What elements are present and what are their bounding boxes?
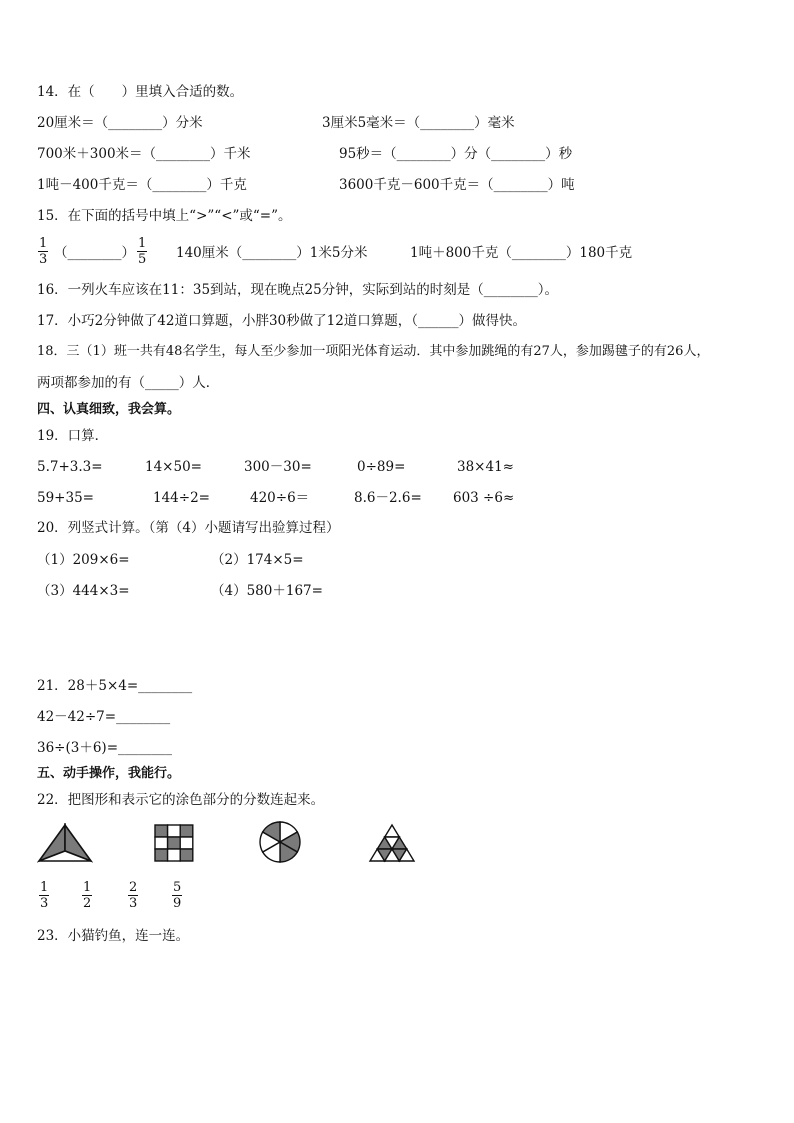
q20-problem-2: （2）174×5= [211,552,304,568]
q19-row2-item: 144÷2= [153,490,210,506]
q19-row1-item: 38×41≈ [457,459,514,475]
q19-row1-item: 14×50= [145,459,202,475]
q14-item-a: 20厘米＝（________）分米 [37,115,203,131]
fraction-denominator: 3 [40,896,49,911]
fraction-numerator: 1 [83,880,92,895]
q18-line-1: 18．三（1）班一共有48名学生，每人至少参加一项阳光体育运动．其中参加跳绳的有27人，参加踢毽子的有26人， [37,344,710,359]
q15-item-c: 1吨＋800千克（________）180千克 [410,245,633,261]
q21-line-c: 36÷(3＋6)=________ [37,740,173,756]
q19-title: 19．口算． [37,428,109,444]
q18-line-2: 两项都参加的有（_____）人． [37,375,220,391]
q21-line-a: 21．28＋5×4=________ [37,678,193,694]
q23-text: 23．小猫钓鱼，连一连。 [37,928,190,944]
q15-fraction-2 [137,236,147,267]
fraction-denominator: 3 [39,252,48,267]
q15-item-b: 140厘米（________）1米5分米 [176,245,368,261]
q19-row2-item: 59+35= [37,490,94,506]
q20-problem-1: （1）209×6= [37,552,130,568]
fraction-numerator: 1 [39,236,48,251]
fraction-numerator: 5 [173,880,182,895]
fraction-denominator: 2 [83,896,92,911]
fraction-denominator: 3 [129,896,138,911]
q20-problem-4: （4）580＋167= [211,583,323,599]
triangle-ninths-shape [367,823,417,863]
q14-title: 14．在（ ）里填入合适的数。 [37,84,244,100]
fraction-numerator: 1 [138,236,147,251]
q19-row2-item: 603 ÷6≈ [453,490,515,506]
q22-fraction-1 [39,880,49,911]
q19-row1-item: 0÷89= [357,459,406,475]
q14-item-d: 95秒＝（________）分（________）秒 [339,146,573,162]
q22-fraction-4 [172,880,182,911]
section-4-heading: 四、认真细致，我会算。 [37,402,181,417]
q15-title: 15．在下面的括号中填上“>”“<”或“=”。 [37,208,292,224]
fraction-numerator: 2 [129,880,138,895]
q14-item-c: 700米＋300米＝（________）千米 [37,146,251,162]
fraction-denominator: 9 [173,896,182,911]
q20-problem-3: （3）444×3= [37,583,130,599]
q14-item-f: 3600千克－600千克＝（________）吨 [339,177,575,193]
q15-fraction-1 [38,236,48,267]
triangle-thirds-shape [37,823,93,863]
q15-blank-1: （________） [54,245,135,261]
circle-sixths-shape [257,820,303,864]
q21-line-b: 42－42÷7=________ [37,709,171,725]
q14-item-e: 1吨－400千克＝（________）千克 [37,177,247,193]
grid-ninths-shape [153,823,195,863]
q22-title: 22．把图形和表示它的涂色部分的分数连起来。 [37,792,325,808]
q16-text: 16．一列火车应该在11：35到站，现在晚点25分钟，实际到站的时刻是（________）。 [37,282,558,298]
q22-fraction-2 [82,880,92,911]
q20-title: 20．列竖式计算。（第（4）小题请写出验算过程） [37,520,340,536]
fraction-numerator: 1 [40,880,49,895]
fraction-denominator: 5 [138,252,147,267]
q19-row2-item: 420÷6＝ [250,490,310,506]
section-5-heading: 五、动手操作，我能行。 [37,766,181,781]
q19-row1-item: 5.7+3.3= [37,459,103,475]
q14-item-b: 3厘米5毫米＝（________）毫米 [322,115,515,131]
q22-fraction-3 [128,880,138,911]
q19-row2-item: 8.6－2.6= [354,490,422,506]
q17-text: 17．小巧2分钟做了42道口算题，小胖30秒做了12道口算题，（______）做得快。 [37,313,527,329]
q19-row1-item: 300－30= [244,459,312,475]
